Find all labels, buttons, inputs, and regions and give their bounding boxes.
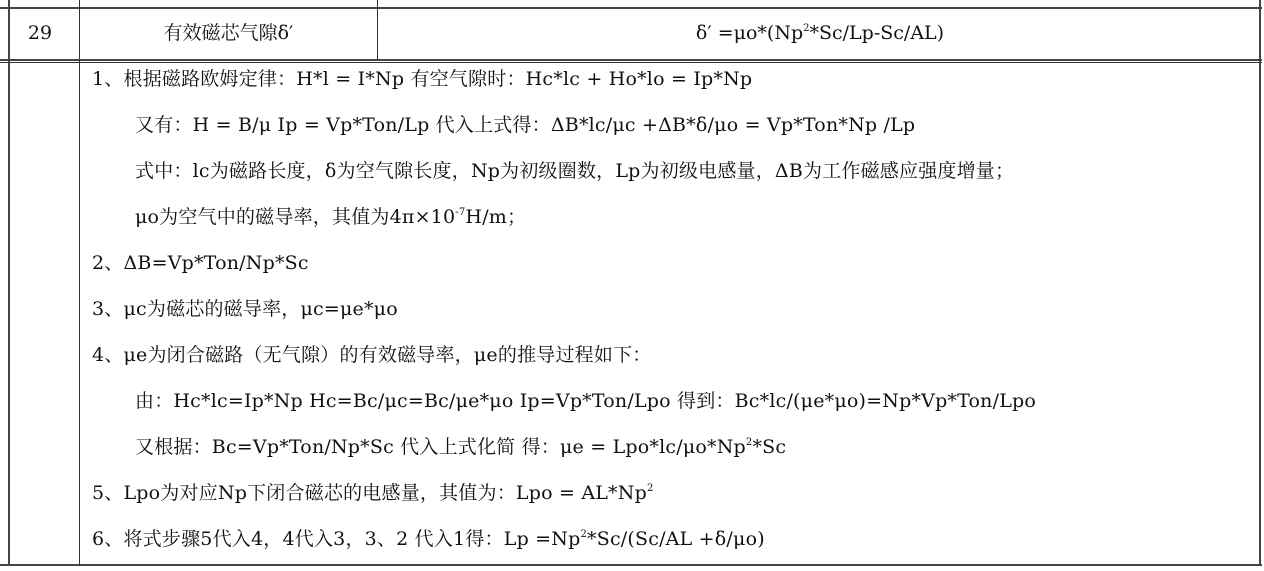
- formula: [378, 21, 1262, 45]
- note-line-2: 又有：H = B/μ Ip = Vp*Ton/Lp 代入上式得：ΔB*lc/μc +ΔB*δ/μo = Vp*Ton*Np /Lp: [135, 114, 916, 136]
- column-divider-1: [79, 0, 80, 566]
- note-line-9-post: *Sc: [752, 436, 787, 458]
- note-line-10-pre: 5、Lpo为对应Np下闭合磁芯的电感量，其值为：Lpo = AL*Np: [92, 482, 647, 504]
- note-line-5: 2、ΔB=Vp*Ton/Np*Sc: [92, 252, 309, 274]
- note-line-4-sup: -7: [455, 207, 466, 218]
- note-line-11-pre: 6、将式步骤5代入4，4代入3，3、2 代入1得：Lp =Np: [92, 528, 581, 550]
- note-line-4: [135, 205, 526, 229]
- note-line-4-post: H/m；: [465, 206, 527, 228]
- table-left-border: [8, 0, 10, 566]
- row-divider: [0, 59, 1262, 61]
- parameter-name: 有效磁芯气隙δ′: [163, 22, 294, 44]
- note-line-9-sup: 2: [745, 437, 753, 448]
- note-line-8: 由：Hc*lc=Ip*Np Hc=Bc/μc=Bc/μe*μo Ip=Vp*Ton/Lpo 得到：Bc*lc/(μe*μo)=Np*Vp*Ton/Lpo: [135, 390, 1037, 412]
- note-line-7: 4、μe为闭合磁路（无气隙）的有效磁导率，μe的推导过程如下：: [92, 344, 652, 366]
- formula-prefix: δ′ =μo*(Np: [695, 22, 804, 44]
- note-line-1: 1、根据磁路欧姆定律：H*l = I*Np 有空气隙时：Hc*lc + Ho*lo = Ip*Np: [92, 68, 753, 90]
- note-line-11-sup: 2: [580, 529, 588, 540]
- note-line-4-pre: μo为空气中的磁导率，其值为4π×10: [135, 206, 456, 228]
- table-right-border: [1259, 0, 1261, 566]
- note-line-3: 式中：lc为磁路长度，δ为空气隙长度，Np为初级圈数，Lp为初级电感量，ΔB为工作磁感应强度增量；: [135, 160, 1015, 182]
- formula-superscript: 2: [803, 23, 810, 34]
- note-line-9-pre: 又根据：Bc=Vp*Ton/Np*Sc 代入上式化简 得：μe = Lpo*lc/μo*Np: [135, 436, 746, 458]
- formula-suffix: *Sc/Lp-Sc/AL): [809, 22, 945, 44]
- note-line-6: 3、μc为磁芯的磁导率，μc=μe*μo: [92, 298, 398, 320]
- note-line-11: [92, 527, 765, 551]
- row-divider-inner: [0, 62, 1262, 63]
- note-line-9: [135, 435, 786, 459]
- table-top-border: [0, 7, 1262, 9]
- table-bottom-border: [0, 564, 1262, 566]
- note-line-10-sup: 2: [646, 483, 654, 494]
- row-number: 29: [27, 22, 53, 44]
- note-line-10: [92, 481, 654, 505]
- note-line-11-post: *Sc/(Sc/AL +δ/μo): [587, 528, 765, 550]
